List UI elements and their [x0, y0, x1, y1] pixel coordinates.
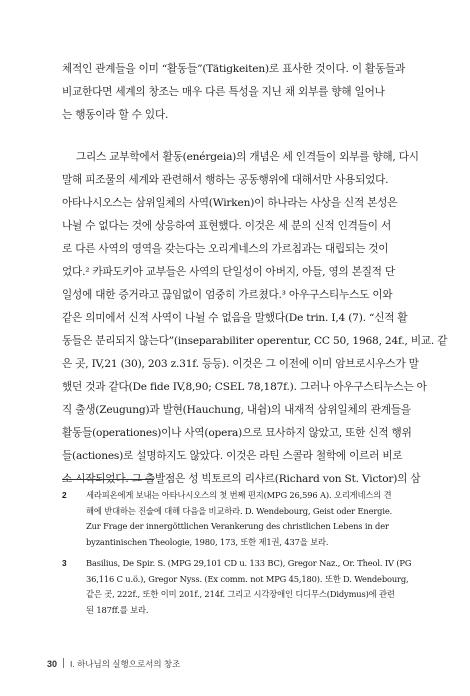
footnote-number: 2	[62, 490, 67, 500]
text-line: 소 시작되었다. 그 출발점은 성 빅토르의 리샤르(Richard von St. Victor)의 삼	[62, 473, 421, 485]
footnote-body	[86, 488, 407, 550]
footnote-line: 된 187ff.를 보라.	[86, 604, 149, 615]
text-line: 아타나시오스는 삼위일체의 사역(Wirken)이 하나라는 사상을 신적 본성은	[62, 197, 398, 209]
text-line: 같은 의미에서 신적 사역이 나뉠 수 없음을 말했다(De trin. I,4 (7). “신적 활	[62, 312, 408, 324]
text-line: 일성에 대한 증거라고 끊임없이 엄중히 가르쳤다.³ 아우구스티누스도 이와	[62, 289, 393, 301]
footnote-number: 3	[62, 558, 67, 568]
footnote-line: byzantinischen Theologie, 1980, 173, 또한 제1권, 437을 보라.	[86, 536, 329, 547]
footnote-line: Zur Frage der innergöttlichen Verankerung des christlichen Lebens in der	[86, 521, 389, 532]
text-line: 활동들(operationes)이나 사역(opera)으로 묘사하지 않았고, 또한 신적 행위	[62, 427, 412, 439]
page-number: 30	[47, 659, 58, 669]
text-line: 비교한다면 세계의 창조는 매우 다른 특성을 지닌 채 외부를 향해 일어나	[62, 86, 385, 98]
text-line: 는 행동이라 할 수 있다.	[62, 109, 169, 121]
text-line: 로 다른 사역의 영역을 갖는다는 오리게네스의 가르침과는 대립되는 것이	[62, 243, 389, 255]
paragraph-main	[62, 146, 448, 491]
text-line: 했던 것과 같다(De fide IV,8,90; CSEL 78,187f.). 그러나 아우구스티누스는 아	[62, 381, 427, 393]
footnote-line: 해에 반대하는 진술에 대해 다음을 비교하라. D. Wendebourg, Geist oder Energie.	[86, 505, 393, 516]
paragraph-continued	[62, 58, 407, 127]
footnote-line: 같은 곳, 222f., 또한 이미 201f., 214f. 그리고 시각장애인 디디무스(Didymus)에 관련	[86, 589, 395, 600]
text-line: 들(actiones)로 설명하지도 않았다. 이것은 라틴 스콜라 철학에 이르러 비로	[62, 450, 403, 462]
footnote-line: Basilius, De Spir. S. (MPG 29,101 CD u. 133 BC), Gregor Naz., Or. Theol. IV (PG	[86, 558, 412, 568]
text-line: 었다.² 카파도키아 교부들은 사역의 단일성이 아버지, 아들, 영의 본질적 단	[62, 266, 396, 278]
text-line: 은 곳, IV,21 (30), 203 z.31f. 등등). 이것은 그 이전에 이미 암브로시우스가 말	[62, 358, 419, 370]
footnote-3	[62, 556, 412, 618]
text-line: 나뉠 수 없다는 것에 상응하여 표현했다. 이것은 세 분의 신적 인격들이 서	[62, 220, 391, 232]
page-footer	[47, 658, 180, 670]
footnote-divider	[62, 479, 154, 480]
footer-separator	[63, 658, 64, 668]
text-line: 동들은 분리되지 않는다”(inseparabiliter operentur, CC 50, 1968, 24f., 비교. 같	[62, 335, 448, 347]
text-line: 그리스 교부학에서 활동(enérgeia)의 개념은 세 인격들이 외부를 향해, 다시	[76, 151, 419, 163]
text-line: 직 출생(Zeugung)과 발현(Hauchung, 내쉼)의 내재적 삼위일체의 관계들을	[62, 404, 411, 416]
text-line: 체적인 관계들을 이미 “활동들”(Tätigkeiten)로 표사한 것이다. 이 활동들과	[62, 63, 406, 75]
text-line: 말해 피조물의 세계와 관련해서 행하는 공동행위에 대해서만 사용되었다.	[62, 174, 389, 186]
footnote-line: 36,116 C u.ö.), Gregor Nyss. (Ex comm. not MPG 45,180). 또한 D. Wendebourg,	[86, 573, 409, 584]
running-title: I. 하나님의 실행으로서의 창조	[70, 659, 181, 669]
footnote-body	[86, 556, 412, 618]
footnote-line: 세라피온에게 보내는 아타나시오스의 첫 번째 편지(MPG 26,596 A). 오리게네스의 견	[86, 490, 392, 500]
footnote-2	[62, 488, 407, 550]
